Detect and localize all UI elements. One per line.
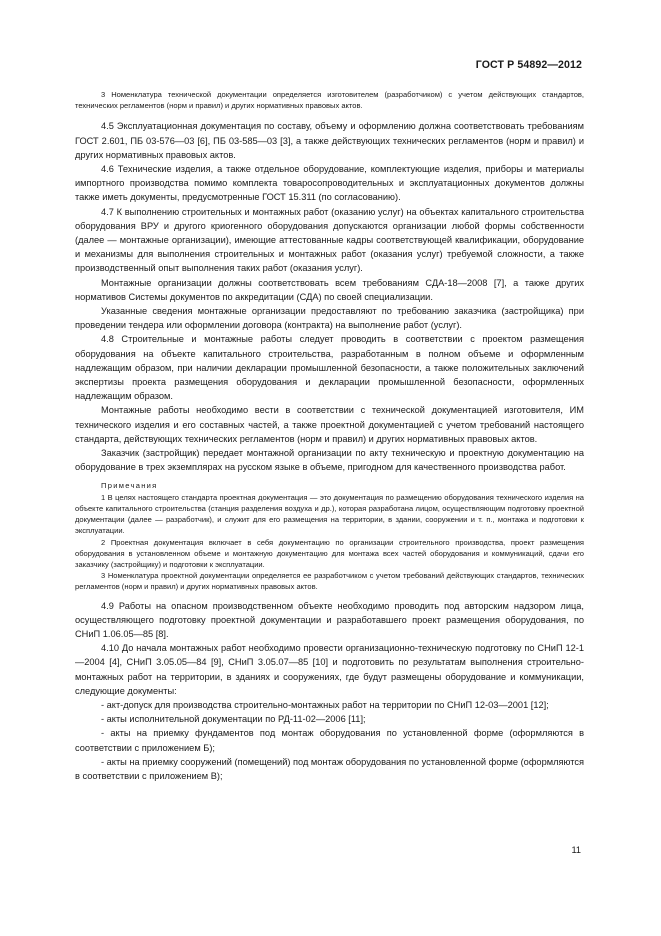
main-text-a <box>75 119 584 474</box>
page-body <box>75 89 584 783</box>
standard-id-header: ГОСТ Р 54892—2012 <box>475 59 582 71</box>
notes-block <box>75 480 584 592</box>
paragraph-4-8: 4.8 Строительные и монтажные работы следует проводить в соответствии с проектом размещения оборудования на объекте капитального строительства, разработанным в полном объеме и оформленным надлежащим образом, при наличии декларации промышленной безопасности, а также положительных заключений экспертизы проекта размещения оборудования и декларации промышленной безопасности, оформленных надлежащим образом. <box>75 334 584 402</box>
note-paragraph: 3 Номенклатура технической документации определяется изготовителем (разработчиком) с учетом действующих стандартов, технических регламентов (норм и правил) и других нормативных правовых актов. <box>75 90 584 111</box>
note-item: 2 Проектная документация включает в себя документацию по организации строительного производства, проект размещения оборудования в установленном объеме и монтажную документацию для монтажа всех частей оборудования и коммуникаций, сдачи его заказчику (застройщику) и подготовки к эксплуатации. <box>75 537 584 569</box>
paragraph-4-10: 4.10 До начала монтажных работ необходимо провести организационно-техническую подготовку по СНиП 12-1—2004 [4], СНиП 3.05.05—84 [9], СНиП 3.05.07—85 [10] и подготовить по результатам выполнения строительно-монтажных работ на территории, в зданиях и сооружениях, где будут размещены оборудование и коммуникации, следующие документы: <box>75 643 584 696</box>
main-text-b <box>75 599 584 784</box>
paragraph: Монтажные работы необходимо вести в соответствии с технической документацией изготовителя, ИМ технического изделия и его составных частей, а также проектной документацией с учетом требований настоящего стандарта, действующих технических регламентов (норм и правил) и других нормативных правовых актов. <box>75 405 584 444</box>
paragraph: Монтажные организации должны соответствовать всем требованиям СДА-18—2008 [7], а также других нормативов Системы документов по аккредитации (СДА) по своей специализации. <box>75 277 584 302</box>
list-item: - акты на приемку сооружений (помещений) под монтаж оборудования по установленной форме (оформляются в соответствии с приложением В); <box>75 756 584 781</box>
page-number: 11 <box>571 845 581 855</box>
paragraph-4-7: 4.7 К выполнению строительных и монтажных работ (оказанию услуг) на объектах капитального строительства оборудования ВРУ и другого криогенного оборудования допускаются организации любой формы собственности (далее — монтажные организации), имеющие аттестованные кадры соответствующей квалификации, оборудование и механизмы для выполнения строительных и монтажных работ (оказания услуг) требуемой сложности, а также производственный опыт выполнения таких работ (оказания услуг). <box>75 206 584 274</box>
list-item: - акты исполнительной документации по РД-11-02—2006 [11]; <box>101 714 366 725</box>
paragraph-4-5: 4.5 Эксплуатационная документация по составу, объему и оформлению должна соответствовать требованиям ГОСТ 2.601, ПБ 03-576—03 [6], ПБ 03-585—03 [3], а также действующих технических регламентов (норм и правил) и других нормативных правовых актов. <box>75 121 584 160</box>
list-item: - акты на приемку фундаментов под монтаж оборудования по установленной форме (оформляются в соответствии с приложением Б); <box>75 728 584 753</box>
paragraph: Указанные сведения монтажные организации предоставляют по требованию заказчика (застройщика) при проведении тендера или оформлении договора (контракта) на выполнение работ (услуг). <box>75 306 584 331</box>
paragraph: Заказчик (застройщик) передает монтажной организации по акту техническую и проектную документацию на оборудование в трех экземплярах на русском языке в объеме, пригодном для качественного производства работ. <box>75 448 584 473</box>
top-note <box>75 89 584 111</box>
paragraph-4-9: 4.9 Работы на опасном производственном объекте необходимо проводить под авторским надзором лица, осуществляющего подготовку проектной документации и разработавшего проект размещения оборудования, по СНиП 1.06.05—85 [8]. <box>75 600 584 639</box>
note-item: 3 Номенклатура проектной документации определяется ее разработчиком с учетом требований действующих стандартов, технических регламентов (норм и правил) и других нормативных правовых актов. <box>75 571 584 592</box>
paragraph-4-6: 4.6 Технические изделия, а также отдельное оборудование, комплектующие изделия, приборы и материалы импортного производства помимо комплекта товаросопроводительных и эксплуатационных документов должны также иметь документы, предусмотренные ГОСТ 15.311 (по согласованию). <box>75 164 584 203</box>
list-item: - акт-допуск для производства строительно-монтажных работ на территории по СНиП 12-03—2001 [12]; <box>101 699 549 710</box>
note-item: 1 В целях настоящего стандарта проектная документация — это документация по размещению оборудования технического изделия на объекте капитального строительства (станция разделения воздуха и др.), которая разработана лицом, осуществляющим подготовку проектной документации (далее — разработчик), и служит для его размещения на территории, в здании, сооружении и т. п., монтажа и подготовки к эксплуатации. <box>75 492 584 536</box>
notes-title: Примечания <box>101 481 158 491</box>
